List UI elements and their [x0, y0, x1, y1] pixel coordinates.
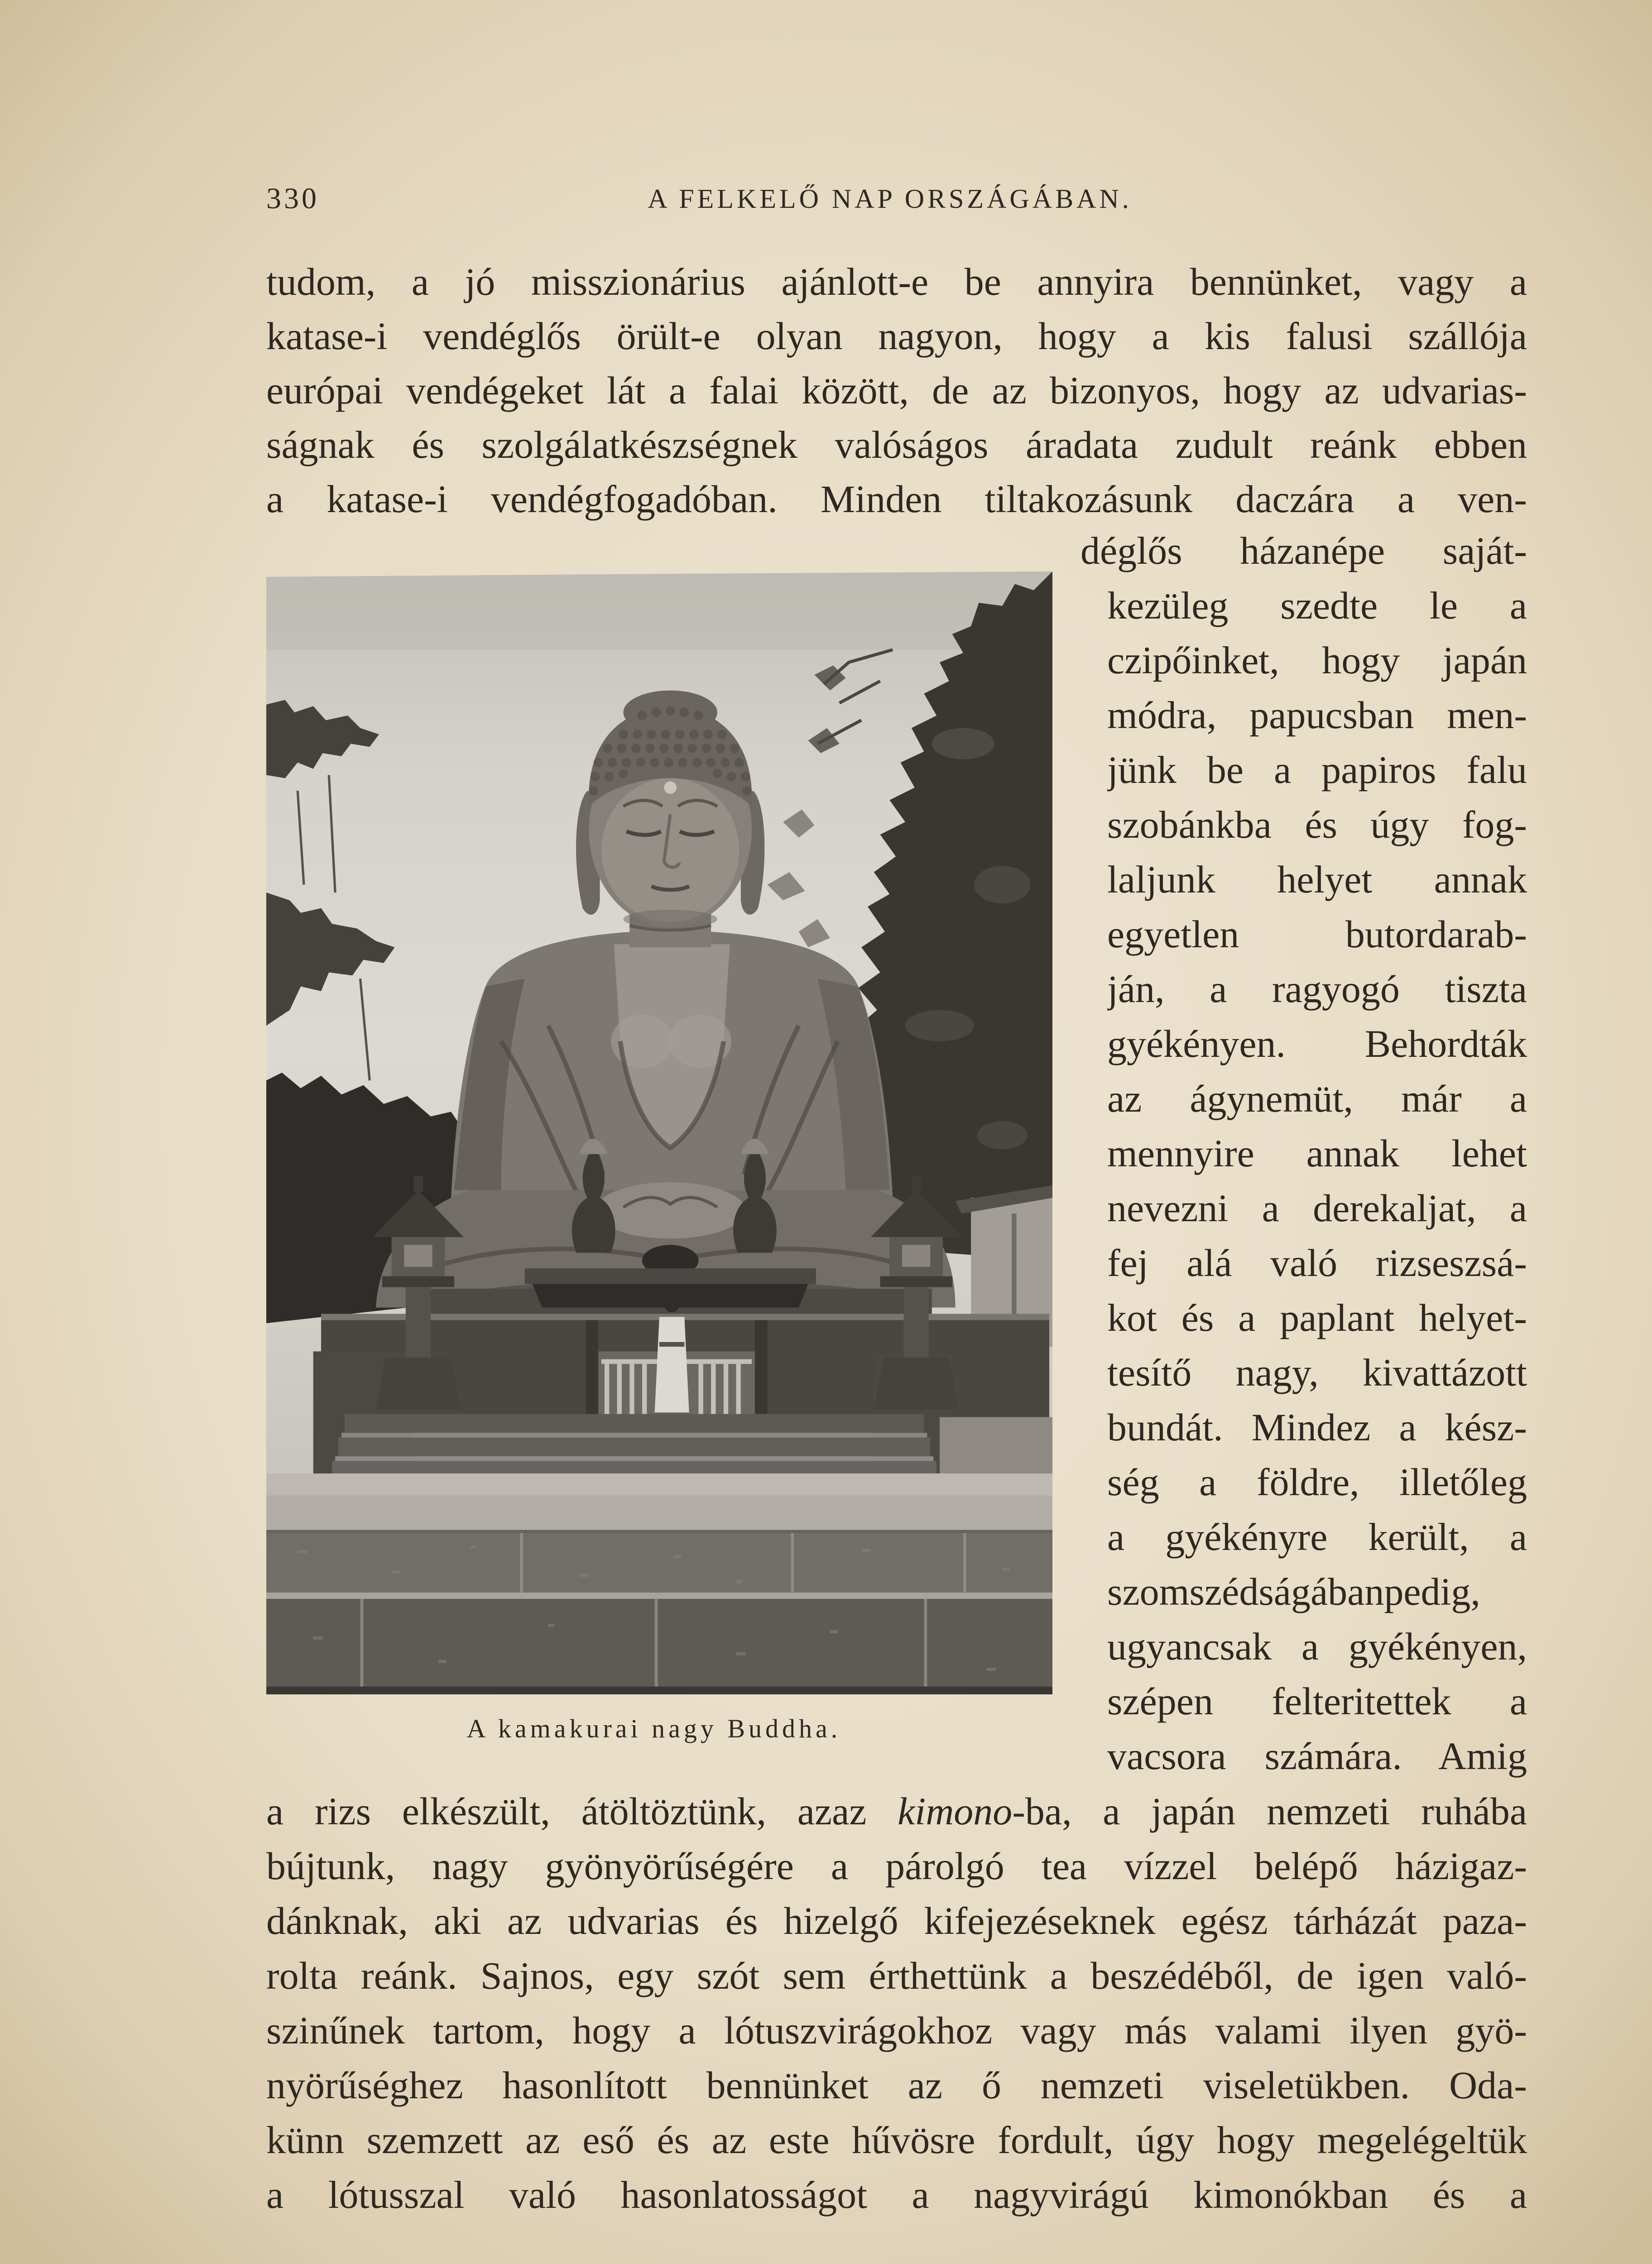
- text-line: szépen felteritettek a: [1107, 1679, 1527, 1723]
- text-block-side: [1081, 523, 1527, 1784]
- text-line: katase-i vendéglős örült-e olyan nagyon, hogy a kis falusi szállója: [266, 314, 1527, 358]
- text-line: nevezni a derekaljat, a: [1107, 1186, 1527, 1230]
- stone-wall: [266, 1530, 1052, 1694]
- text-fragment: a rizs elkészült, átöltöztünk, azaz: [266, 1789, 898, 1833]
- text-line: kezüleg szedte le a: [1107, 584, 1527, 627]
- running-head: A FELKELŐ NAP ORSZÁGÁBAN.: [648, 184, 1132, 214]
- text-line: a gyékényre került, a: [1107, 1515, 1527, 1559]
- text-line: vacsora számára. Amig: [1107, 1734, 1527, 1778]
- text-line: az ágynemüt, már a: [1107, 1077, 1527, 1120]
- buddha-photo: [266, 571, 1052, 1694]
- text-line: szinűnek tartom, hogy a lótuszvirágokhoz vagy más valami ilyen gyö-: [266, 2009, 1527, 2052]
- text-line: szomszédságábanpedig,: [1107, 1570, 1480, 1613]
- text-line: ugyancsak a gyékényen,: [1107, 1625, 1527, 1668]
- text-line: künn szemzett az eső és az este hűvösre fordult, úgy hogy megelégeltük: [266, 2118, 1527, 2162]
- text-line: mennyire annak lehet: [1107, 1132, 1527, 1175]
- text-fragment: -ba, a japán nemzeti ruhába: [1012, 1789, 1527, 1833]
- text-line: a katase-i vendégfogadóban. Minden tiltakozásunk daczára a ven-: [266, 477, 1527, 521]
- text-line: [266, 1784, 1527, 1839]
- text-line: európai vendégeket lát a falai között, de az bizonyos, hogy az udvarias-: [266, 369, 1527, 412]
- text-line: tesítő nagy, kivattázott: [1107, 1351, 1527, 1394]
- buddha-head: [576, 691, 764, 929]
- text-line: ség a földre, illetőleg: [1107, 1460, 1527, 1504]
- text-line: tudom, a jó misszionárius ajánlott-e be annyira bennünket, vagy a: [266, 260, 1527, 303]
- text-line: bújtunk, nagy gyönyörűségére a párolgó tea vízzel belépő házigaz-: [266, 1844, 1527, 1888]
- text-line: egyetlen butordarab-: [1107, 912, 1527, 956]
- text-line: jünk be a papiros falu: [1107, 748, 1527, 791]
- text-line: módra, papucsban men-: [1107, 693, 1527, 737]
- text-line: rolta reánk. Sajnos, egy szót sem érthettünk a beszédéből, de igen való-: [266, 1954, 1527, 1997]
- text-line: dánknak, aki az udvarias és hizelgő kifejezéseknek egész tárházát paza-: [266, 1899, 1527, 1943]
- text-block-bottom: [266, 1784, 1527, 2222]
- text-line: czipőinket, hogy japán: [1107, 638, 1527, 682]
- text-line: nyörűséghez hasonlított bennünket az ő nemzeti viseletükben. Oda-: [266, 2063, 1527, 2107]
- figure-caption: A kamakurai nagy Buddha.: [466, 1714, 841, 1743]
- text-line: déglős házanépe saját-: [1081, 529, 1527, 572]
- text-line: ján, a ragyogó tiszta: [1107, 967, 1527, 1011]
- text-block-top: [266, 254, 1527, 526]
- text-line: a lótusszal való hasonlatosságot a nagyvirágú kimonókban és a: [266, 2173, 1527, 2216]
- text-line: kot és a paplant helyet-: [1107, 1296, 1527, 1339]
- page-number: 330: [266, 182, 319, 215]
- buddha-photo-image: [266, 571, 1052, 1694]
- text-line: laljunk helyet annak: [1107, 858, 1527, 901]
- text-line: fej alá való rizseszsá-: [1107, 1241, 1527, 1285]
- italic-word: kimono: [898, 1789, 1013, 1833]
- text-line: bundát. Mindez a kész-: [1107, 1405, 1527, 1449]
- text-line: ságnak és szolgálatkészségnek valóságos áradata zudult reánk ebben: [266, 423, 1527, 466]
- text-line: szobánkba és úgy fog-: [1107, 803, 1527, 846]
- stone-steps: [332, 1414, 1052, 1477]
- text-line: gyékényen. Behordták: [1107, 1022, 1527, 1065]
